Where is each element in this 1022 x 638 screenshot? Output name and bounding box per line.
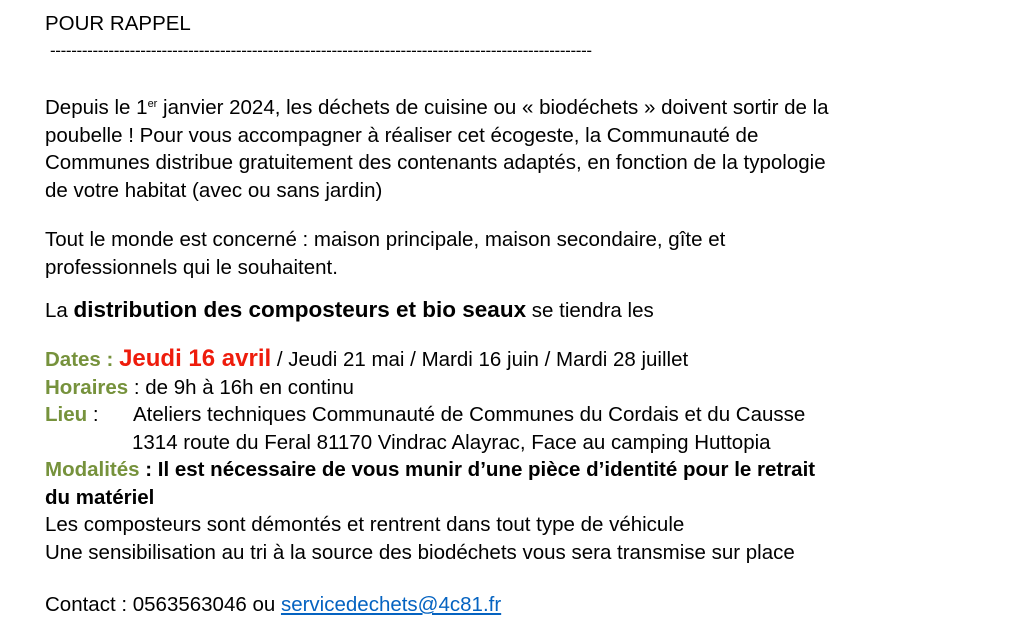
event-info [45, 345, 815, 566]
dates-label: Dates : [45, 348, 114, 371]
distribution-title: distribution des composteurs et bio seaux [73, 297, 527, 322]
contact-row [45, 591, 501, 619]
lieu-colon: : [87, 403, 99, 426]
heading: POUR RAPPEL [45, 12, 191, 35]
intro-paragraph [45, 94, 829, 204]
concerned-line-1: Tout le monde est concerné : maison principale, maison secondaire, gîte et [45, 228, 726, 251]
horaires-label: Horaires [45, 375, 129, 399]
dates-row [45, 345, 815, 374]
horaires-row [45, 374, 815, 402]
lieu-row [45, 401, 815, 429]
distribution-prefix: La [45, 299, 74, 322]
email-link[interactable]: servicedechets@4c81.fr [280, 593, 502, 616]
intro-line-1-start: Depuis le 1 [45, 96, 148, 119]
modalites-row [45, 456, 815, 484]
intro-line-3: Communes distribue gratuitement des contenants adaptés, en fonction de la typologie [45, 151, 826, 174]
intro-line-4: de votre habitat (avec ou sans jardin) [45, 178, 383, 202]
modalites-label: Modalités [45, 458, 140, 481]
ordinal-superscript: er [147, 98, 158, 110]
concerned-line-2: professionnels qui le souhaitent. [45, 255, 338, 279]
lieu-address: 1314 route du Feral 81170 Vindrac Alayrac, Face au camping Huttopia [132, 430, 771, 454]
lieu-label-group [45, 401, 133, 429]
modalites-line-2: du matériel [45, 485, 155, 509]
highlight-date: Jeudi 16 avril [119, 345, 272, 372]
intro-line-1-end: janvier 2024, les déchets de cuisine ou « biodéchets » doivent sortir de la [157, 96, 829, 119]
other-dates: / Jeudi 21 mai / Mardi 16 juin / Mardi 28 juillet [271, 348, 689, 371]
modalites-line-1: : Il est nécessaire de vous munir d’une pièce d’identité pour le retrait [139, 458, 816, 481]
modalites-line-3: Les composteurs sont démontés et rentrent dans tout type de véhicule [45, 513, 685, 536]
contact-label: Contact : 0563563046 ou [45, 593, 281, 616]
intro-line-1 [45, 94, 829, 122]
lieu-label: Lieu [45, 403, 88, 426]
horaires-value: : de 9h à 16h en continu [128, 375, 354, 399]
concerned-paragraph [45, 226, 725, 281]
dashed-rule: ------------------------------------------------------------------------------------------------------ [50, 41, 592, 60]
lieu-line-1: Ateliers techniques Communauté de Communes du Cordais et du Causse [133, 403, 806, 426]
modalites-line-4: Une sensibilisation au tri à la source des biodéchets vous sera transmise sur place [45, 540, 795, 564]
distribution-suffix: se tiendra les [526, 299, 654, 322]
intro-line-2: poubelle ! Pour vous accompagner à réaliser cet écogeste, la Communauté de [45, 123, 759, 147]
distribution-paragraph [45, 296, 654, 325]
